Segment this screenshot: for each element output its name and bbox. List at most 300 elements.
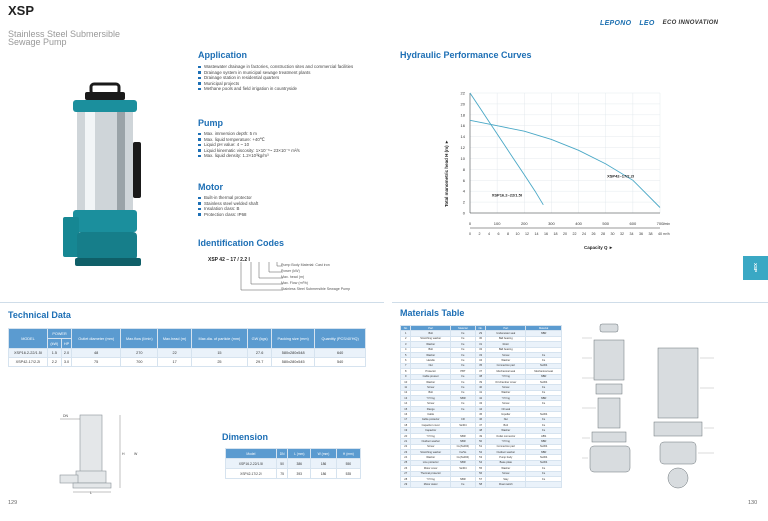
y-tick-label: 10	[460, 155, 465, 161]
table-cell: "O"ring	[486, 374, 526, 379]
table-cell: Mechanical seal	[486, 369, 526, 374]
th-power: POWER	[47, 329, 71, 339]
table-cell: 48	[72, 349, 121, 358]
th-gw: GW (kgs)	[248, 329, 272, 349]
hydraulic-performance-chart	[420, 85, 695, 265]
table-cell: 540	[315, 358, 366, 367]
x-axis-label: Capacity Q ►	[584, 245, 614, 250]
table-cell: Screw	[486, 401, 526, 406]
y-tick-label: 8	[462, 166, 465, 172]
table-cell: Bolt	[411, 331, 450, 336]
table-cell: 50	[475, 439, 485, 444]
table-cell: Ss304	[526, 379, 562, 384]
table-cell: Underwater seal	[486, 331, 526, 336]
materials-table	[400, 325, 562, 488]
list-item: Max. liquid density: 1.2×10³kg/m³	[198, 153, 378, 159]
table-cell: 7	[401, 363, 411, 368]
dim-label-h: H	[122, 452, 125, 456]
section-divider	[0, 302, 384, 303]
curves-heading: Hydraulic Performance Curves	[400, 50, 532, 60]
table-cell: Oil seal	[486, 406, 526, 411]
y-tick-label: 14	[460, 134, 465, 140]
th-mat-no-2: No.	[475, 326, 485, 331]
table-row	[401, 482, 562, 487]
legend-line: Max. Flow (m³/h)	[281, 281, 308, 285]
table-cell: 31	[475, 342, 485, 347]
table-cell: 25	[401, 460, 411, 465]
legend-line: Power (kW)	[281, 269, 300, 273]
table-cell: 21	[401, 439, 411, 444]
table-cell: Fe	[526, 358, 562, 363]
table-cell: Fe	[526, 390, 562, 395]
table-cell: Nut	[411, 363, 450, 368]
motor-heading: Motor	[198, 182, 223, 192]
table-cell: Washer	[411, 379, 450, 384]
table-cell: ABS	[526, 433, 562, 438]
dim-label-dn: DN	[63, 414, 69, 418]
identification-heading: Identification Codes	[198, 238, 285, 248]
th-dim-dn: DN	[276, 449, 288, 459]
th-kw: (kW)	[47, 339, 61, 349]
table-cell: 386	[288, 459, 311, 469]
table-cell: 19	[401, 428, 411, 433]
table-cell: Base plate	[486, 460, 526, 465]
table-cell: Motor stator	[411, 482, 450, 487]
table-cell: 12	[401, 390, 411, 395]
table-cell: Washer	[486, 390, 526, 395]
th-dim-model: Model	[226, 449, 277, 459]
series-line	[470, 93, 543, 205]
table-cell: Connection part	[486, 363, 526, 368]
x-tick-label-m3h: 6	[497, 232, 500, 236]
table-cell: Cable pressor	[411, 374, 450, 379]
motor-spec-list	[198, 195, 378, 217]
table-cell: Cu(Ss304)	[450, 444, 475, 449]
table-cell: 28	[401, 476, 411, 481]
th-particle: Max.dia. of particle (mm)	[191, 329, 247, 349]
table-cell: Screw	[411, 401, 450, 406]
th-mat-no: No.	[401, 326, 411, 331]
table-cell: Fe/Ss	[450, 449, 475, 454]
table-cell: NBR	[526, 374, 562, 379]
table-cell: 53	[475, 455, 485, 460]
table-cell: 580x280x545	[272, 358, 315, 367]
product-model-title: XSP	[8, 3, 35, 18]
table-cell: 700	[121, 358, 158, 367]
x-tick-label-m3h: 26	[591, 232, 596, 236]
y-tick-label: 18	[460, 112, 465, 118]
table-cell: XSP42-17/2.2I	[9, 358, 48, 367]
list-item: Municipal projects	[198, 81, 378, 87]
x-tick-label-m3h: 36	[639, 232, 643, 236]
th-outlet: Outlet diameter (mm)	[72, 329, 121, 349]
list-item: Drainage system in municipal sewage treatment plants	[198, 70, 378, 76]
th-maxhead: Max.head (m)	[158, 329, 191, 349]
list-item: Insulation class: B	[198, 206, 378, 212]
table-cell: CR	[450, 417, 475, 422]
pump-spec-list	[198, 131, 378, 159]
table-cell: Washer	[411, 455, 450, 460]
table-cell: Fe	[450, 401, 475, 406]
technical-data-heading: Technical Data	[8, 310, 71, 320]
list-item: Stainless steel welded shaft	[198, 201, 378, 207]
table-cell: Flange	[411, 406, 450, 411]
application-heading: Application	[198, 50, 247, 60]
table-cell: Fe	[450, 331, 475, 336]
list-item: Drainage station in residential quarters	[198, 75, 378, 81]
table-cell: Fe	[526, 352, 562, 357]
series-label: XSP16.2–22/1.5I	[491, 192, 522, 198]
table-cell: 20	[401, 433, 411, 438]
table-cell: Outdoor washer	[411, 439, 450, 444]
th-dim-w: W (mm)	[311, 449, 337, 459]
table-cell: Fe	[526, 385, 562, 390]
table-cell: 55	[475, 466, 485, 471]
y-tick-label: 20	[460, 101, 465, 107]
table-cell: NBR	[450, 476, 475, 481]
table-cell: Fe	[450, 406, 475, 411]
x-tick-label-m3h: 16	[544, 232, 548, 236]
table-cell: 580x280x548	[272, 349, 315, 358]
x-tick-label-m3h: 0	[469, 232, 471, 236]
table-cell: XSP16.2-22/1.5I	[9, 349, 48, 358]
section-divider	[392, 302, 768, 303]
page-number-right: 130	[748, 500, 758, 506]
table-cell: 44	[475, 406, 485, 411]
table-cell: Fe	[526, 471, 562, 476]
pump-product-image	[55, 82, 165, 272]
table-cell: 23	[401, 449, 411, 454]
table-cell: NBR	[450, 396, 475, 401]
table-cell: PBT	[450, 369, 475, 374]
table-cell: Motor cover	[411, 466, 450, 471]
table-cell: "O"ring	[411, 433, 450, 438]
dimension-heading: Dimension	[222, 432, 269, 442]
x-tick-label-m3h: 32	[620, 232, 624, 236]
table-cell: 43	[475, 401, 485, 406]
table-cell: Fe	[526, 423, 562, 428]
table-cell: 75	[72, 358, 121, 367]
table-cell: Washer	[411, 342, 450, 347]
table-cell: NBR	[450, 460, 475, 465]
table-cell: 3	[401, 342, 411, 347]
table-cell: 57	[475, 476, 485, 481]
table-cell: 16	[401, 412, 411, 417]
table-cell: 51	[475, 444, 485, 449]
table-cell: "O"ring	[486, 396, 526, 401]
table-cell: Washer	[486, 358, 526, 363]
th-mat-material-2: Material	[526, 326, 562, 331]
table-cell: Screw	[486, 471, 526, 476]
x-tick-label-m3h: 22	[572, 232, 577, 236]
table-cell: 9	[401, 374, 411, 379]
x-tick-label-m3h: 18	[553, 232, 558, 236]
table-cell: Ball bearing	[486, 347, 526, 352]
th-packing: Packing size (mm)	[272, 329, 315, 349]
table-cell: 186	[311, 469, 337, 479]
table-cell: 33	[475, 352, 485, 357]
table-cell: Fe	[526, 476, 562, 481]
table-cell: 48	[475, 428, 485, 433]
table-cell: NBR	[526, 331, 562, 336]
th-quantity: Quantity (PCS/40'HQ)	[315, 329, 366, 349]
technical-data-table	[8, 328, 366, 367]
table-cell: Float switch	[486, 482, 526, 487]
table-cell: 32	[475, 347, 485, 352]
application-list	[198, 64, 378, 92]
x-unit-lpm: l/min	[663, 222, 670, 226]
y-tick-label: 0	[462, 210, 465, 216]
th-mat-part-2: Part	[486, 326, 526, 331]
table-cell: 50	[276, 459, 288, 469]
x-tick-label-m3h: 12	[525, 232, 529, 236]
table-cell	[526, 482, 562, 487]
table-cell: Fe	[526, 466, 562, 471]
legend-line: Max. head (m)	[281, 275, 305, 279]
y-axis-label: Total manometric head H (m) ►	[444, 139, 449, 207]
y-tick-label: 4	[462, 188, 465, 194]
x-tick-label-m3h: 14	[534, 232, 539, 236]
table-cell: 17	[158, 358, 191, 367]
table-cell: Outdoor washer	[486, 449, 526, 454]
table-cell: NBR	[526, 396, 562, 401]
y-tick-label: 22	[460, 90, 465, 96]
y-tick-label: 12	[460, 145, 465, 151]
table-cell: 17	[401, 417, 411, 422]
exploded-view-drawing	[580, 318, 730, 498]
table-cell: Fe	[450, 363, 475, 368]
table-cell: Ss304	[450, 466, 475, 471]
table-cell: 35	[475, 363, 485, 368]
table-cell: 1	[401, 331, 411, 336]
table-cell: 2	[401, 336, 411, 341]
x-tick-label-lpm: 400	[575, 221, 582, 226]
table-row	[9, 358, 366, 367]
table-cell: 38	[475, 374, 485, 379]
x-tick-label-m3h: 24	[582, 232, 586, 236]
list-item: Methane pools and field irrigation in countryside	[198, 86, 378, 92]
th-hp: HP	[61, 339, 71, 349]
table-cell: Fe	[526, 401, 562, 406]
table-cell: NBR	[526, 449, 562, 454]
table-cell: Fe	[450, 374, 475, 379]
table-cell: NBR	[450, 433, 475, 438]
x-tick-label-m3h: 40	[658, 232, 662, 236]
table-cell: Cable	[411, 412, 450, 417]
x-tick-label-lpm: 500	[602, 221, 610, 226]
dimension-table	[225, 448, 361, 479]
table-cell: Ss304	[526, 460, 562, 465]
table-cell: 4	[401, 347, 411, 352]
x-tick-label-m3h: 28	[601, 232, 605, 236]
table-cell: Nut	[486, 417, 526, 422]
table-cell: NBR	[450, 439, 475, 444]
table-cell: 34	[475, 358, 485, 363]
brand-logos	[600, 14, 755, 32]
x-tick-label-m3h: 34	[629, 232, 634, 236]
table-cell: 270	[121, 349, 158, 358]
table-cell: Capacitor	[411, 428, 450, 433]
table-cell: 18	[401, 423, 411, 428]
table-cell: Cable protector	[411, 417, 450, 422]
table-cell: Pump body	[486, 455, 526, 460]
table-cell: 22	[401, 444, 411, 449]
x-tick-label-m3h: 38	[648, 232, 653, 236]
list-item: Wastewater drainage in factories, construction sites and commercial facilities	[198, 64, 378, 70]
table-cell: Protector	[411, 369, 450, 374]
brand-logo-eco: ECO INNOVATION	[662, 20, 719, 26]
x-tick-label-m3h: 4	[488, 232, 490, 236]
table-cell: Fe	[450, 358, 475, 363]
table-cell: Outlet connector	[486, 433, 526, 438]
table-cell: Handle	[411, 358, 450, 363]
x-unit-m3h: m³/h	[663, 232, 670, 236]
dimension-drawing	[40, 405, 155, 495]
x-tick-label-m3h: 10	[515, 232, 520, 236]
table-cell: 393	[288, 469, 311, 479]
table-cell: Fe	[450, 336, 475, 341]
table-row	[226, 469, 361, 479]
y-tick-label: 16	[460, 123, 465, 129]
table-cell: Fe	[526, 428, 562, 433]
list-item: Liquid pH value: 4 ~ 10	[198, 142, 378, 148]
table-cell: 550	[336, 459, 360, 469]
table-cell: Stay	[486, 476, 526, 481]
table-cell: Mechanical seal	[526, 369, 562, 374]
x-tick-label-m3h: 30	[610, 232, 615, 236]
table-cell: 29.7	[248, 358, 272, 367]
table-cell: Oil chamber cover	[486, 379, 526, 384]
list-item: Built-in thermal protector	[198, 195, 378, 201]
table-cell: 30	[475, 336, 485, 341]
table-cell: 42	[475, 396, 485, 401]
table-cell: 15	[401, 406, 411, 411]
identification-code: XSP 42 – 17 / 2.2 I	[208, 257, 250, 263]
table-cell: 29	[401, 482, 411, 487]
table-cell: Washer	[486, 428, 526, 433]
x-tick-label-lpm: 0	[468, 221, 472, 226]
subtitle-line-2: Sewage Pump	[8, 37, 67, 47]
table-cell: Washer	[411, 352, 450, 357]
table-cell: Thermal protector	[411, 471, 450, 476]
table-cell: 15	[191, 349, 247, 358]
table-cell: Washer	[486, 466, 526, 471]
dim-label-w: W	[134, 452, 138, 456]
dim-label-l: L	[90, 491, 92, 495]
legend-line: Stainless Steel Submersible Sewage Pump	[281, 287, 351, 291]
table-cell: Ss304	[526, 363, 562, 368]
th-mat-material: Material	[450, 326, 475, 331]
legend-line: Pump Body Material: Cast iron	[281, 263, 330, 267]
table-cell: Ss304	[526, 444, 562, 449]
table-cell: 25	[191, 358, 247, 367]
table-cell: 49	[475, 433, 485, 438]
x-tick-label-m3h: 20	[563, 232, 567, 236]
table-cell: Screw	[486, 385, 526, 390]
table-cell: Stretching washer	[411, 449, 450, 454]
table-cell: XSP16.2-22/1.5I	[226, 459, 277, 469]
table-cell: 640	[315, 349, 366, 358]
table-cell: Ss304	[450, 423, 475, 428]
table-cell: 56	[475, 471, 485, 476]
table-cell: 39	[475, 379, 485, 384]
table-cell: 58	[475, 482, 485, 487]
table-cell: Fe	[450, 482, 475, 487]
page-number-left: 129	[8, 500, 18, 506]
x-tick-label-lpm: 700	[656, 221, 664, 226]
table-cell: 26	[401, 466, 411, 471]
table-cell: 37	[475, 369, 485, 374]
table-cell: 29	[475, 331, 485, 336]
th-mat-part: Part	[411, 326, 450, 331]
table-cell: 2.0	[61, 349, 71, 358]
table-cell: Fe	[450, 390, 475, 395]
list-item: Max. immersion depth: 5 m	[198, 131, 378, 137]
x-tick-label-m3h: 2	[478, 232, 481, 236]
table-cell: Impeller	[486, 412, 526, 417]
y-tick-label: 2	[462, 199, 465, 205]
x-tick-label-m3h: 8	[507, 232, 509, 236]
brand-logo-lepono: LEPONO	[600, 19, 632, 27]
table-cell: Fe	[450, 342, 475, 347]
table-cell: 2.2	[47, 358, 61, 367]
table-cell: 47	[475, 423, 485, 428]
th-dim-l: L (mm)	[288, 449, 311, 459]
table-cell: 24	[401, 455, 411, 460]
side-tab: XSP	[743, 256, 768, 280]
table-cell: Fe	[526, 417, 562, 422]
table-cell: 40	[475, 385, 485, 390]
table-cell: 1.5	[47, 349, 61, 358]
table-cell: Bolt	[411, 347, 450, 352]
table-cell: Line protector	[411, 460, 450, 465]
table-cell: Fe	[450, 379, 475, 384]
x-tick-label-lpm: 100	[493, 221, 501, 226]
series-label: XSP42–17/2.2I	[607, 173, 634, 179]
table-cell: 3.0	[61, 358, 71, 367]
list-item: Protection class: IP68	[198, 212, 378, 218]
table-cell: Rotor	[486, 342, 526, 347]
table-cell: Capacitor cover	[411, 423, 450, 428]
table-cell: 27	[401, 471, 411, 476]
table-cell: 46	[475, 417, 485, 422]
table-cell: 8	[401, 369, 411, 374]
table-row	[9, 349, 366, 358]
table-cell: Bolt	[486, 423, 526, 428]
table-cell: Ball bearing	[486, 336, 526, 341]
table-cell: 75	[276, 469, 288, 479]
table-cell: 41	[475, 390, 485, 395]
table-cell: 10	[401, 379, 411, 384]
table-cell: 27.6	[248, 349, 272, 358]
brand-logo-leo: LEO	[639, 19, 655, 27]
x-tick-label-lpm: 200	[520, 221, 528, 226]
identification-legend	[281, 262, 350, 292]
table-cell: Screw	[411, 385, 450, 390]
th-maxflow: Max.flow (l/min)	[121, 329, 158, 349]
table-cell: Connection part	[486, 444, 526, 449]
table-cell: Fe	[450, 347, 475, 352]
pump-heading: Pump	[198, 118, 224, 128]
th-model: MODEL	[9, 329, 48, 349]
y-tick-label: 6	[462, 177, 465, 183]
table-cell: Ss304	[526, 412, 562, 417]
table-cell: 186	[311, 459, 337, 469]
table-cell: Fe	[450, 352, 475, 357]
table-cell: Screw	[486, 352, 526, 357]
table-cell: 14	[401, 401, 411, 406]
identification-connector-lines	[235, 262, 285, 302]
